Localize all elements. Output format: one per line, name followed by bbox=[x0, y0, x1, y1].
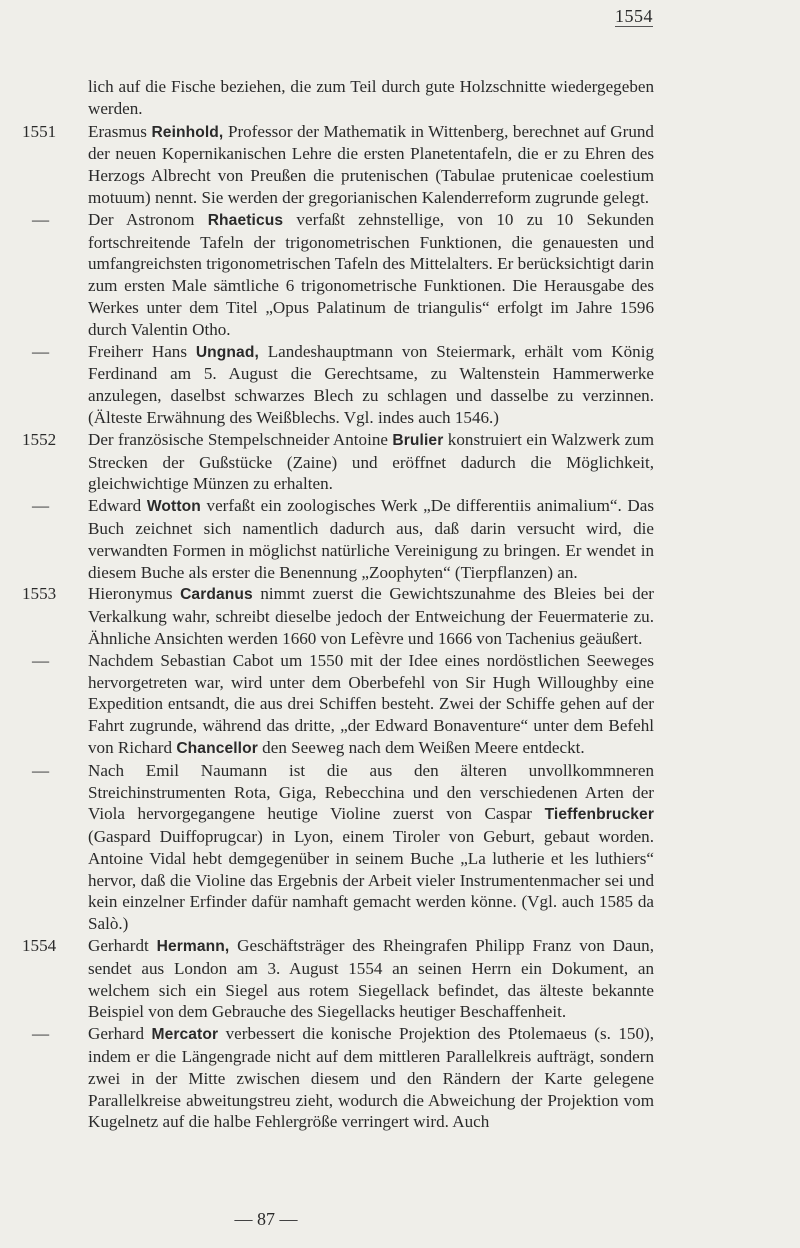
entry-dash: — bbox=[32, 341, 50, 361]
entry-text: Nach Emil Naumann ist die aus den älteren unvollkommneren Streichinstrumenten Rota, Giga, Rebecchina und den verschiedenen Arten der Viola hervorgegangene heutige Violine zuerst von Caspar Tieffenbrucker (Gaspard Duiffoprugcar) in Lyon, einem Tiroler von Geburt, gebaut worden. Antoine Vidal hebt demgegenüber in seinem Buche „La lutherie et les luthiers“ hervor, daß die Violine das Ergebnis der Arbeit vieler Instrumentenmacher sei und kein einzelner Erfinder dafür namhaft gemacht werden könne. (Vgl. auch 1585 da Salò.) bbox=[88, 760, 654, 934]
person-name: Mercator bbox=[151, 1026, 219, 1044]
person-name: Rhaeticus bbox=[207, 211, 284, 229]
entry-year: 1554 bbox=[22, 936, 57, 956]
entry bbox=[22, 760, 654, 935]
entry-text: Freiherr Hans Ungnad, Landeshauptmann von Steiermark, erhält vom König Ferdinand am 5. August die Gerechtsame, zu Waltenstein Hammerwerke anzulegen, daselbst schwarzes Blech zu schlagen und dasselbe zu verzinnen. (Älteste Erwähnung des Weißblechs. Vgl. indes auch 1546.) bbox=[88, 341, 655, 427]
person-name: Cardanus bbox=[180, 586, 253, 604]
entry-text: Gerhard Mercator verbessert die konische Projektion des Ptolemaeus (s. 150), indem er die Längengrade nicht auf dem mittleren Parallelkreis aufträgt, sondern zwei in der Mitte zwischen diesem und den Rändern der Karte gelegene Parallelkreise abweitungstreu zieht, wodurch die Abweichung der Projektion vom Kugelnetz auf die halbe Fehlergröße verringert wird. Auch bbox=[88, 1024, 654, 1132]
entry-year: 1552 bbox=[22, 429, 57, 449]
page-number: — 87 — bbox=[234, 1209, 298, 1229]
entry-text: Erasmus Reinhold, Professor der Mathematik in Wittenberg, berechnet auf Grund der neuen Kopernikanischen Lehre die ersten Planetentafeln, die er zu Ehren des Herzogs Albrecht von Preußen die prutenischen (Tabulae prutenicae coelestium motuum) nennt. Sie werden der gregorianischen Kalenderreform zugrunde gelegt. bbox=[88, 121, 654, 207]
person-name: Wotton bbox=[146, 498, 201, 516]
person-name: Reinhold, bbox=[151, 123, 224, 141]
entry bbox=[22, 495, 654, 583]
entry-text: Gerhardt Hermann, Geschäftsträger des Rheingrafen Philipp Franz von Daun, sendet aus London am 3. August 1554 an seinen Herrn ein Dokument, an welchem sich ein Siegel aus rotem Siegellack befindet, das älteste bekannte Beispiel von dem Gebrauche des Siegellacks heutiger Beschaffenheit. bbox=[88, 936, 654, 1022]
entry-dash: — bbox=[32, 760, 50, 780]
person-name: Tieffenbrucker bbox=[544, 806, 654, 824]
entry-year: 1551 bbox=[22, 121, 57, 141]
entry-year: 1553 bbox=[22, 584, 57, 604]
entry-text: Der französische Stempelschneider Antoine Brulier konstruiert ein Walzwerk zum Strecken der Gußstücke (Zaine) und eröffnet dadurch die Möglichkeit, gleichwichtige Münzen zu erhalten. bbox=[88, 429, 654, 494]
entry bbox=[22, 583, 654, 649]
entry-dash: — bbox=[32, 209, 50, 229]
entry-text: lich auf die Fische beziehen, die zum Teil durch gute Holzschnitte wiedergegeben werden. bbox=[88, 77, 654, 118]
entry-dash: — bbox=[32, 650, 50, 670]
entry-text: Edward Wotton verfaßt ein zoologisches Werk „De differentiis animalium“. Das Buch zeichnet sich namentlich dadurch aus, daß darin versucht wird, die verwandten Formen in möglichst natürliche Vereinigung zu bringen. Er wendet in diesem Buche als erster die Benennung „Zoophyten“ (Tierpflanzen) an. bbox=[88, 496, 655, 582]
person-name: Ungnad, bbox=[195, 343, 259, 361]
entry-text: Nachdem Sebastian Cabot um 1550 mit der Idee eines nordöstlichen Seeweges hervorgetreten war, wird unter dem Oberbefehl von Sir Hugh Willoughby eine Expedition entsandt, die aus drei Schiffen besteht. Zwei der Schiffe gehen auf der Fahrt zugrunde, während das dritte, „der Edward Bonaventure“ unter dem Befehl von Richard Chancellor den Seeweg nach dem Weißen Meere entdeckt. bbox=[88, 650, 654, 757]
running-head: 1554 bbox=[615, 6, 653, 26]
entry bbox=[22, 1023, 654, 1133]
entry-text: Der Astronom Rhaeticus verfaßt zehnstellige, von 10 zu 10 Sekunden fortschreitende Tafeln der trigonometrischen Funktionen, die genauesten und umfangreichsten trigonometrischen Tafeln des Mittelalters. Er berücksichtigt darin zum ersten Male sämtliche 6 trigonometrische Funktionen. Die Herausgabe des Werkes unter dem Titel „Opus Palatinum de triangulis“ erfolgt im Jahre 1596 durch Valentin Otho. bbox=[88, 209, 654, 339]
entry bbox=[22, 429, 654, 495]
entry bbox=[22, 121, 654, 209]
entry bbox=[22, 209, 654, 341]
entry bbox=[22, 341, 654, 429]
page-body bbox=[22, 76, 654, 1133]
entry-dash: — bbox=[32, 1024, 50, 1044]
entry bbox=[22, 935, 654, 1023]
entry-dash: — bbox=[32, 496, 50, 516]
entry-text: Hieronymus Cardanus nimmt zuerst die Gewichtszunahme des Bleies bei der Verkalkung wahr, schreibt dieselbe jedoch der Entweichung der Feuermaterie zu. Ähnliche Ansichten werden 1660 von Lefèvre und 1666 von Tachenius geäußert. bbox=[88, 584, 654, 648]
person-name: Brulier bbox=[392, 431, 444, 449]
person-name: Chancellor bbox=[176, 739, 258, 757]
entry bbox=[22, 650, 654, 760]
person-name: Hermann, bbox=[156, 938, 230, 956]
entry bbox=[22, 76, 654, 121]
